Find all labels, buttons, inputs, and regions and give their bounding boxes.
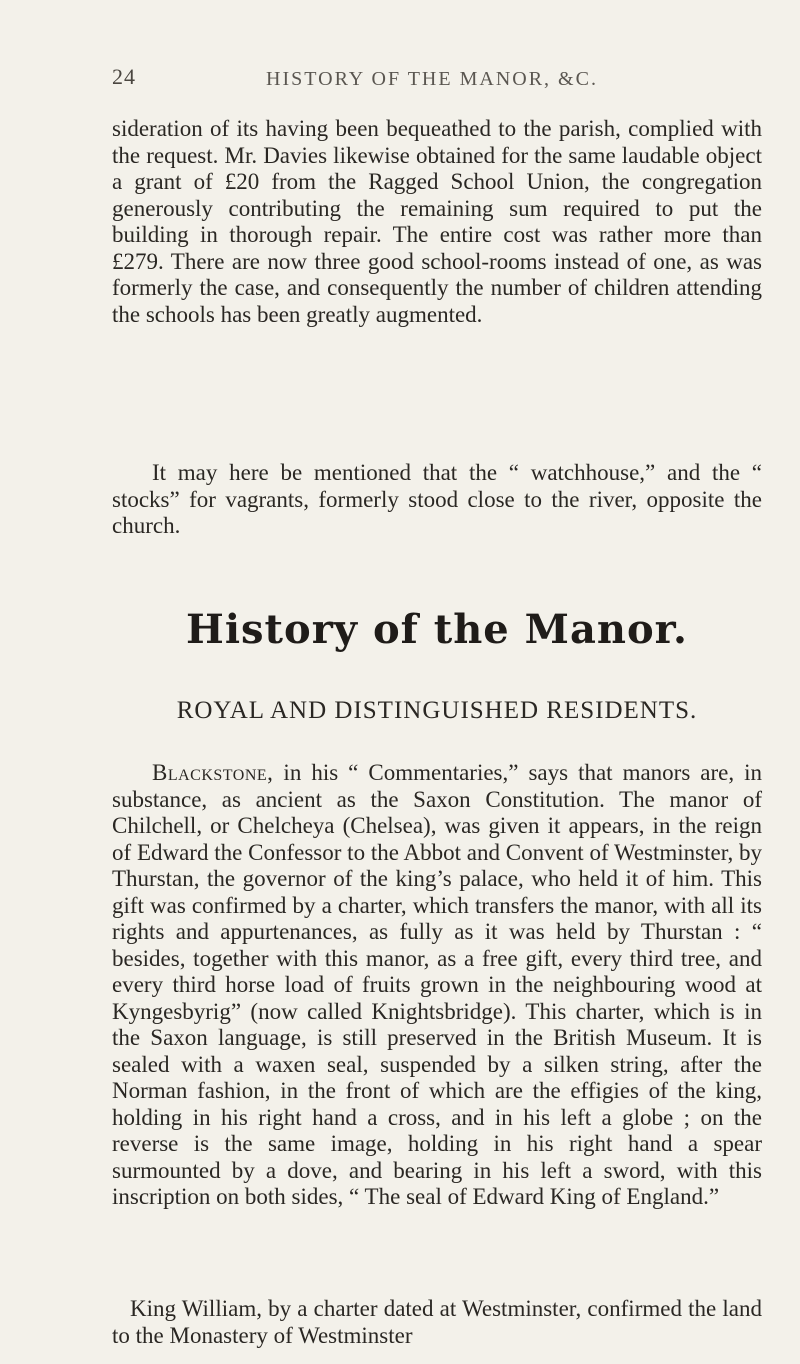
paragraph-watchhouse [112,460,762,540]
paragraph-school-rooms [112,116,762,328]
paragraph-text: It may here be mentioned that the “ watchhouse,” and the “ stocks” for vagrants, formerly stood close to the river, opposite the church. [112,460,762,538]
paragraph-text: in his “ Commentaries,” says that manors are, in substance, as ancient as the Saxon Constitution. The manor of Chilchell, or Chelcheya (Chelsea), was given it appears, in the reign of Edward the Confessor to the Abbot and Convent of Westminster, by Thurstan, the governor of the king’s palace, who held it of him. This gift was confirmed by a charter, which transfers the manor, with all its rights and appurtenances, as fully as it was held by Thurstan : “ besides, together with this manor, as a free gift, every third tree, and every third horse load of fruits grown in the neighbouring wood at Kyngesbyrig” (now called Knightsbridge). This charter, which is in the Saxon language, is still preserved in the British Museum. It is sealed with a waxen seal, suspended by a silken string, after the Norman fashion, in the front of which are the effigies of the king, holding in his right hand a cross, and in his left a globe ; on the reverse is the same image, holding in his right hand a spear surmounted by a dove, and bearing in his left a sword, with this inscription on both sides, “ The seal of Edward King of England.” [112,760,762,1209]
paragraph-king-william [112,1296,762,1349]
paragraph-text: sideration of its having been bequeathed to the parish, complied with the request. Mr. Davies likewise obtained for the same laudable object a grant of £20 from the Ragged School Union, the congregation generously contributing the remaining sum required to put the building in thorough repair. The entire cost was rather more than £279. There are now three good school-rooms instead of one, as was formerly the case, and consequently the number of children attending the schools has been greatly augmented. [112,116,762,327]
lead-name: Blackstone, [152,760,274,785]
running-head: HISTORY OF THE MANOR, &C. [266,68,598,90]
paragraph-blackstone [112,760,762,1211]
page-number: 24 [112,64,136,89]
paragraph-text: King William, by a charter dated at Westminster, confirmed the land to the Monastery of Westminster [112,1296,762,1348]
section-heading: ROYAL AND DISTINGUISHED RESIDENTS. [176,697,698,724]
page-header [112,64,752,94]
section-title: History of the Manor. [186,606,688,653]
